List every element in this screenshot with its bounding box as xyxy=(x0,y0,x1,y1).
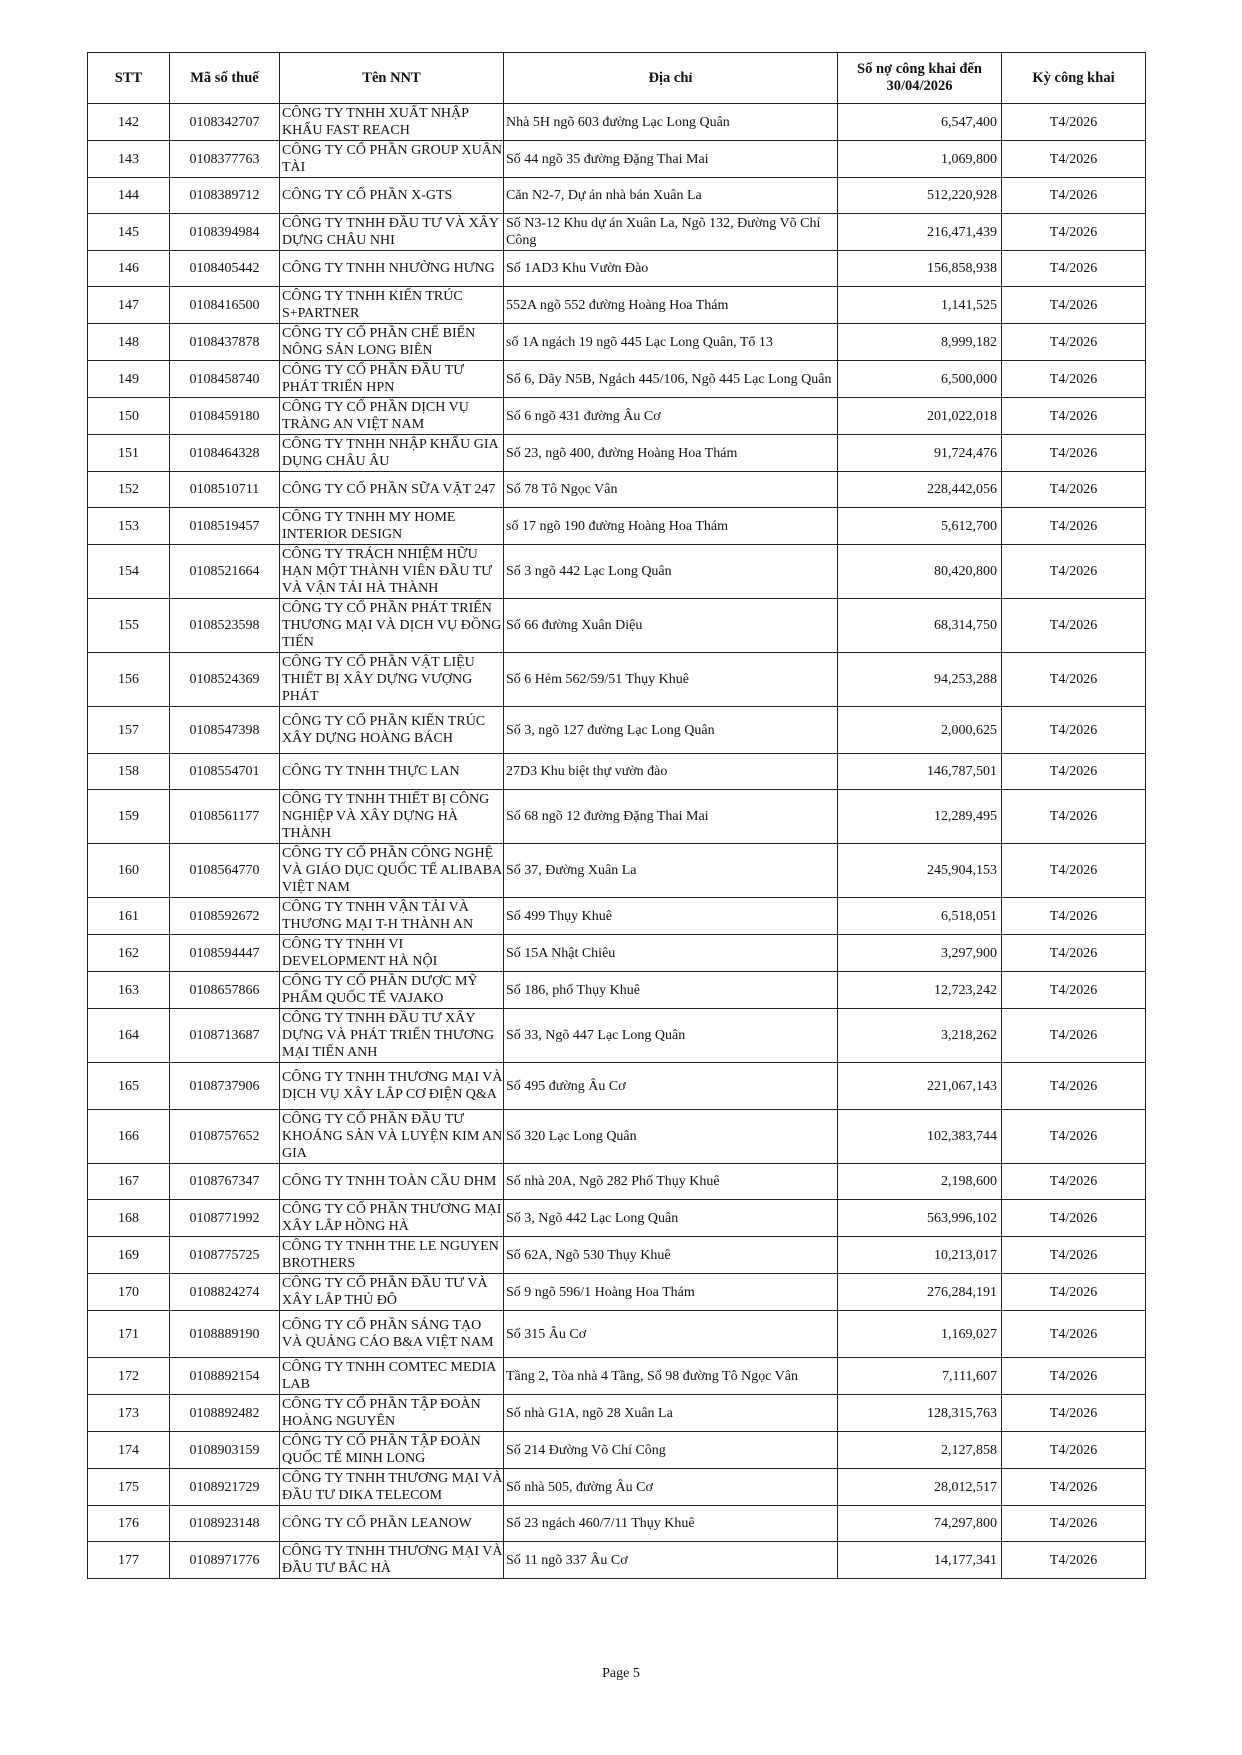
row-period: T4/2026 xyxy=(1002,1542,1146,1579)
row-period: T4/2026 xyxy=(1002,104,1146,141)
row-period: T4/2026 xyxy=(1002,508,1146,545)
row-tax-code: 0108713687 xyxy=(170,1009,280,1063)
page-number: Page 5 xyxy=(602,1666,640,1681)
row-taxpayer-name: CÔNG TY CỔ PHẦN DỊCH VỤ TRÀNG AN VIỆT NAM xyxy=(280,398,504,435)
row-taxpayer-name: CÔNG TY TNHH NHẬP KHẨU GIA DỤNG CHÂU ÂU xyxy=(280,435,504,472)
row-address: Số 11 ngõ 337 Âu Cơ xyxy=(504,1542,838,1579)
table-row xyxy=(88,1164,1146,1200)
row-tax-code: 0108767347 xyxy=(170,1164,280,1200)
row-debt-amount: 12,289,495 xyxy=(838,790,1002,844)
row-tax-code: 0108592672 xyxy=(170,898,280,935)
row-address: Số 3, Ngõ 442 Lạc Long Quân xyxy=(504,1200,838,1237)
debt-table xyxy=(87,52,1146,1579)
table-row xyxy=(88,1506,1146,1542)
row-debt-amount: 3,297,900 xyxy=(838,935,1002,972)
row-debt-amount: 276,284,191 xyxy=(838,1274,1002,1311)
row-debt-amount: 68,314,750 xyxy=(838,599,1002,653)
row-period: T4/2026 xyxy=(1002,287,1146,324)
row-debt-amount: 10,213,017 xyxy=(838,1237,1002,1274)
row-stt: 148 xyxy=(88,324,170,361)
row-taxpayer-name: CÔNG TY TNHH THƯƠNG MẠI VÀ ĐẦU TƯ BẮC HÀ xyxy=(280,1542,504,1579)
row-stt: 163 xyxy=(88,972,170,1009)
row-tax-code: 0108389712 xyxy=(170,178,280,214)
row-address: Số 3, ngõ 127 đường Lạc Long Quân xyxy=(504,707,838,754)
row-stt: 150 xyxy=(88,398,170,435)
row-debt-amount: 7,111,607 xyxy=(838,1358,1002,1395)
row-tax-code: 0108554701 xyxy=(170,754,280,790)
row-stt: 172 xyxy=(88,1358,170,1395)
row-tax-code: 0108892482 xyxy=(170,1395,280,1432)
row-period: T4/2026 xyxy=(1002,1237,1146,1274)
row-stt: 159 xyxy=(88,790,170,844)
row-stt: 157 xyxy=(88,707,170,754)
row-stt: 144 xyxy=(88,178,170,214)
row-address: Nhà 5H ngõ 603 đường Lạc Long Quân xyxy=(504,104,838,141)
row-taxpayer-name: CÔNG TY TNHH THIẾT BỊ CÔNG NGHIỆP VÀ XÂY DỰNG HÀ THÀNH xyxy=(280,790,504,844)
row-address: Số 33, Ngõ 447 Lạc Long Quân xyxy=(504,1009,838,1063)
row-stt: 146 xyxy=(88,251,170,287)
row-address: Số 6 Hẻm 562/59/51 Thụy Khuê xyxy=(504,653,838,707)
row-taxpayer-name: CÔNG TY CỔ PHẦN CHẾ BIẾN NÔNG SẢN LONG BIÊN xyxy=(280,324,504,361)
row-period: T4/2026 xyxy=(1002,1009,1146,1063)
row-address: số 1A ngách 19 ngõ 445 Lạc Long Quân, Tổ 13 xyxy=(504,324,838,361)
row-tax-code: 0108923148 xyxy=(170,1506,280,1542)
row-tax-code: 0108394984 xyxy=(170,214,280,251)
row-address: 27D3 Khu biệt thự vườn đào xyxy=(504,754,838,790)
row-address: Số 66 đường Xuân Diệu xyxy=(504,599,838,653)
row-stt: 169 xyxy=(88,1237,170,1274)
row-tax-code: 0108519457 xyxy=(170,508,280,545)
row-address: số 17 ngõ 190 đường Hoàng Hoa Thám xyxy=(504,508,838,545)
row-debt-amount: 8,999,182 xyxy=(838,324,1002,361)
row-debt-amount: 1,069,800 xyxy=(838,141,1002,178)
row-period: T4/2026 xyxy=(1002,1200,1146,1237)
row-taxpayer-name: CÔNG TY TNHH ĐẦU TƯ XÂY DỰNG VÀ PHÁT TRIỂN THƯƠNG MẠI TIẾN ANH xyxy=(280,1009,504,1063)
row-address: Số 23, ngõ 400, đường Hoàng Hoa Thám xyxy=(504,435,838,472)
row-tax-code: 0108510711 xyxy=(170,472,280,508)
table-row xyxy=(88,790,1146,844)
table-row xyxy=(88,324,1146,361)
header-tax-code: Mã số thuế xyxy=(170,53,280,104)
row-stt: 171 xyxy=(88,1311,170,1358)
row-period: T4/2026 xyxy=(1002,141,1146,178)
row-period: T4/2026 xyxy=(1002,1063,1146,1110)
row-debt-amount: 245,904,153 xyxy=(838,844,1002,898)
row-tax-code: 0108889190 xyxy=(170,1311,280,1358)
row-tax-code: 0108771992 xyxy=(170,1200,280,1237)
row-taxpayer-name: CÔNG TY CỔ PHẦN SÁNG TẠO VÀ QUẢNG CÁO B&A VIỆT NAM xyxy=(280,1311,504,1358)
row-address: Số 23 ngách 460/7/11 Thụy Khuê xyxy=(504,1506,838,1542)
row-debt-amount: 3,218,262 xyxy=(838,1009,1002,1063)
row-stt: 174 xyxy=(88,1432,170,1469)
table-row xyxy=(88,104,1146,141)
row-address: Số 37, Đường Xuân La xyxy=(504,844,838,898)
row-taxpayer-name: CÔNG TY CỔ PHẦN CÔNG NGHỆ VÀ GIÁO DỤC QUỐC TẾ ALIBABA VIỆT NAM xyxy=(280,844,504,898)
row-period: T4/2026 xyxy=(1002,361,1146,398)
row-debt-amount: 563,996,102 xyxy=(838,1200,1002,1237)
table-row xyxy=(88,1542,1146,1579)
row-tax-code: 0108437878 xyxy=(170,324,280,361)
row-period: T4/2026 xyxy=(1002,1164,1146,1200)
row-stt: 167 xyxy=(88,1164,170,1200)
row-stt: 170 xyxy=(88,1274,170,1311)
table-row xyxy=(88,1395,1146,1432)
table-row xyxy=(88,398,1146,435)
row-taxpayer-name: CÔNG TY TNHH THE LE NGUYEN BROTHERS xyxy=(280,1237,504,1274)
row-taxpayer-name: CÔNG TY CỔ PHẦN ĐẦU TƯ KHOÁNG SẢN VÀ LUYỆN KIM AN GIA xyxy=(280,1110,504,1164)
row-period: T4/2026 xyxy=(1002,972,1146,1009)
table-row xyxy=(88,1237,1146,1274)
table-row xyxy=(88,1274,1146,1311)
table-row xyxy=(88,435,1146,472)
row-address: Số nhà 20A, Ngõ 282 Phố Thụy Khuê xyxy=(504,1164,838,1200)
row-address: Căn N2-7, Dự án nhà bán Xuân La xyxy=(504,178,838,214)
row-debt-amount: 102,383,744 xyxy=(838,1110,1002,1164)
row-debt-amount: 94,253,288 xyxy=(838,653,1002,707)
table-row xyxy=(88,653,1146,707)
row-period: T4/2026 xyxy=(1002,545,1146,599)
row-period: T4/2026 xyxy=(1002,1110,1146,1164)
row-address: Số 9 ngõ 596/1 Hoàng Hoa Thám xyxy=(504,1274,838,1311)
row-stt: 149 xyxy=(88,361,170,398)
row-address: Số nhà 505, đường Âu Cơ xyxy=(504,1469,838,1506)
row-tax-code: 0108561177 xyxy=(170,790,280,844)
row-taxpayer-name: CÔNG TY TNHH ĐẦU TƯ VÀ XÂY DỰNG CHÂU NHI xyxy=(280,214,504,251)
row-debt-amount: 512,220,928 xyxy=(838,178,1002,214)
row-taxpayer-name: CÔNG TY CỔ PHẦN X-GTS xyxy=(280,178,504,214)
table-row xyxy=(88,472,1146,508)
table-row xyxy=(88,178,1146,214)
table-row xyxy=(88,1200,1146,1237)
row-taxpayer-name: CÔNG TY TNHH VẬN TẢI VÀ THƯƠNG MẠI T-H THÀNH AN xyxy=(280,898,504,935)
row-stt: 151 xyxy=(88,435,170,472)
row-tax-code: 0108737906 xyxy=(170,1063,280,1110)
table-row xyxy=(88,1358,1146,1395)
row-address: Số 68 ngõ 12 đường Đặng Thai Mai xyxy=(504,790,838,844)
row-debt-amount: 2,000,625 xyxy=(838,707,1002,754)
row-tax-code: 0108547398 xyxy=(170,707,280,754)
table-row xyxy=(88,1063,1146,1110)
row-address: Số 15A Nhật Chiêu xyxy=(504,935,838,972)
table-row xyxy=(88,1432,1146,1469)
table-header xyxy=(88,53,1146,104)
row-taxpayer-name: CÔNG TY CỔ PHẦN ĐẦU TƯ PHÁT TRIỂN HPN xyxy=(280,361,504,398)
table-row xyxy=(88,287,1146,324)
row-debt-amount: 216,471,439 xyxy=(838,214,1002,251)
row-debt-amount: 6,547,400 xyxy=(838,104,1002,141)
row-address: Số 499 Thụy Khuê xyxy=(504,898,838,935)
row-taxpayer-name: CÔNG TY CỔ PHẦN GROUP XUÂN TÀI xyxy=(280,141,504,178)
row-taxpayer-name: CÔNG TY TNHH NHƯỜNG HƯNG xyxy=(280,251,504,287)
row-debt-amount: 146,787,501 xyxy=(838,754,1002,790)
row-stt: 162 xyxy=(88,935,170,972)
row-debt-amount: 91,724,476 xyxy=(838,435,1002,472)
row-taxpayer-name: CÔNG TY TNHH XUẤT NHẬP KHẨU FAST REACH xyxy=(280,104,504,141)
row-tax-code: 0108342707 xyxy=(170,104,280,141)
row-address: Số 214 Đường Võ Chí Công xyxy=(504,1432,838,1469)
header-address: Địa chỉ xyxy=(504,53,838,104)
row-stt: 168 xyxy=(88,1200,170,1237)
row-stt: 160 xyxy=(88,844,170,898)
row-taxpayer-name: CÔNG TY TNHH THƯƠNG MẠI VÀ ĐẦU TƯ DIKA TELECOM xyxy=(280,1469,504,1506)
row-stt: 154 xyxy=(88,545,170,599)
row-stt: 173 xyxy=(88,1395,170,1432)
row-debt-amount: 1,169,027 xyxy=(838,1311,1002,1358)
row-period: T4/2026 xyxy=(1002,898,1146,935)
row-debt-amount: 12,723,242 xyxy=(838,972,1002,1009)
table-row xyxy=(88,214,1146,251)
row-tax-code: 0108892154 xyxy=(170,1358,280,1395)
row-address: Số 1AD3 Khu Vườn Đào xyxy=(504,251,838,287)
row-stt: 165 xyxy=(88,1063,170,1110)
header-debt-amount: Số nợ công khai đến 30/04/2026 xyxy=(838,53,1002,104)
row-period: T4/2026 xyxy=(1002,844,1146,898)
row-debt-amount: 156,858,938 xyxy=(838,251,1002,287)
row-period: T4/2026 xyxy=(1002,214,1146,251)
row-taxpayer-name: CÔNG TY CỔ PHẦN PHÁT TRIỂN THƯƠNG MẠI VÀ DỊCH VỤ ĐỒNG TIẾN xyxy=(280,599,504,653)
row-taxpayer-name: CÔNG TY CỔ PHẦN THƯƠNG MẠI XÂY LẮP HỒNG HÀ xyxy=(280,1200,504,1237)
row-debt-amount: 74,297,800 xyxy=(838,1506,1002,1542)
row-stt: 177 xyxy=(88,1542,170,1579)
row-period: T4/2026 xyxy=(1002,790,1146,844)
row-address: Số 186, phố Thụy Khuê xyxy=(504,972,838,1009)
row-period: T4/2026 xyxy=(1002,1469,1146,1506)
row-address: Số 495 đường Âu Cơ xyxy=(504,1063,838,1110)
row-taxpayer-name: CÔNG TY TNHH THƯƠNG MẠI VÀ DỊCH VỤ XÂY LẮP CƠ ĐIỆN Q&A xyxy=(280,1063,504,1110)
row-address: Số 78 Tô Ngọc Vân xyxy=(504,472,838,508)
row-tax-code: 0108594447 xyxy=(170,935,280,972)
row-address: Số 44 ngõ 35 đường Đặng Thai Mai xyxy=(504,141,838,178)
row-taxpayer-name: CÔNG TY TNHH VI DEVELOPMENT HÀ NỘI xyxy=(280,935,504,972)
table-row xyxy=(88,707,1146,754)
row-debt-amount: 28,012,517 xyxy=(838,1469,1002,1506)
row-debt-amount: 6,500,000 xyxy=(838,361,1002,398)
table-row xyxy=(88,844,1146,898)
row-stt: 143 xyxy=(88,141,170,178)
row-period: T4/2026 xyxy=(1002,472,1146,508)
row-taxpayer-name: CÔNG TY CỔ PHẦN TẬP ĐOÀN HOÀNG NGUYÊN xyxy=(280,1395,504,1432)
row-stt: 175 xyxy=(88,1469,170,1506)
row-debt-amount: 2,198,600 xyxy=(838,1164,1002,1200)
row-period: T4/2026 xyxy=(1002,1506,1146,1542)
row-period: T4/2026 xyxy=(1002,935,1146,972)
header-period: Kỳ công khai xyxy=(1002,53,1146,104)
row-period: T4/2026 xyxy=(1002,1311,1146,1358)
table-row xyxy=(88,1009,1146,1063)
row-tax-code: 0108405442 xyxy=(170,251,280,287)
row-debt-amount: 5,612,700 xyxy=(838,508,1002,545)
row-taxpayer-name: CÔNG TY TNHH TOÀN CẦU DHM xyxy=(280,1164,504,1200)
row-debt-amount: 128,315,763 xyxy=(838,1395,1002,1432)
row-tax-code: 0108521664 xyxy=(170,545,280,599)
row-taxpayer-name: CÔNG TY TNHH COMTEC MEDIA LAB xyxy=(280,1358,504,1395)
row-address: Số N3-12 Khu dự án Xuân La, Ngõ 132, Đường Võ Chí Công xyxy=(504,214,838,251)
row-tax-code: 0108824274 xyxy=(170,1274,280,1311)
row-tax-code: 0108416500 xyxy=(170,287,280,324)
row-tax-code: 0108377763 xyxy=(170,141,280,178)
row-stt: 147 xyxy=(88,287,170,324)
row-taxpayer-name: CÔNG TY TNHH THỰC LAN xyxy=(280,754,504,790)
row-debt-amount: 6,518,051 xyxy=(838,898,1002,935)
table-row xyxy=(88,972,1146,1009)
row-debt-amount: 80,420,800 xyxy=(838,545,1002,599)
row-stt: 158 xyxy=(88,754,170,790)
row-taxpayer-name: CÔNG TY TNHH MY HOME INTERIOR DESIGN xyxy=(280,508,504,545)
table-row xyxy=(88,898,1146,935)
row-tax-code: 0108524369 xyxy=(170,653,280,707)
table-row xyxy=(88,1311,1146,1358)
row-tax-code: 0108903159 xyxy=(170,1432,280,1469)
row-period: T4/2026 xyxy=(1002,754,1146,790)
row-taxpayer-name: CÔNG TY CỔ PHẦN ĐẦU TƯ VÀ XÂY LẮP THỦ ĐÔ xyxy=(280,1274,504,1311)
table-row xyxy=(88,251,1146,287)
row-taxpayer-name: CÔNG TY CỔ PHẦN LEANOW xyxy=(280,1506,504,1542)
table-row xyxy=(88,545,1146,599)
row-tax-code: 0108464328 xyxy=(170,435,280,472)
header-taxpayer-name: Tên NNT xyxy=(280,53,504,104)
row-taxpayer-name: CÔNG TY CỔ PHẦN VẬT LIỆU THIẾT BỊ XÂY DỰNG VƯỢNG PHÁT xyxy=(280,653,504,707)
table-row xyxy=(88,935,1146,972)
row-stt: 153 xyxy=(88,508,170,545)
row-debt-amount: 14,177,341 xyxy=(838,1542,1002,1579)
header-row xyxy=(88,53,1146,104)
row-address: Số 315 Âu Cơ xyxy=(504,1311,838,1358)
row-period: T4/2026 xyxy=(1002,707,1146,754)
row-tax-code: 0108775725 xyxy=(170,1237,280,1274)
row-taxpayer-name: CÔNG TY TRÁCH NHIỆM HỮU HẠN MỘT THÀNH VIÊN ĐẦU TƯ VÀ VẬN TẢI HÀ THÀNH xyxy=(280,545,504,599)
row-taxpayer-name: CÔNG TY CỔ PHẦN KIẾN TRÚC XÂY DỰNG HOÀNG BÁCH xyxy=(280,707,504,754)
row-stt: 166 xyxy=(88,1110,170,1164)
row-period: T4/2026 xyxy=(1002,1274,1146,1311)
row-taxpayer-name: CÔNG TY CỔ PHẦN SỮA VẶT 247 xyxy=(280,472,504,508)
row-tax-code: 0108971776 xyxy=(170,1542,280,1579)
header-stt: STT xyxy=(88,53,170,104)
row-period: T4/2026 xyxy=(1002,1432,1146,1469)
row-tax-code: 0108459180 xyxy=(170,398,280,435)
row-period: T4/2026 xyxy=(1002,435,1146,472)
row-period: T4/2026 xyxy=(1002,398,1146,435)
row-tax-code: 0108564770 xyxy=(170,844,280,898)
row-stt: 145 xyxy=(88,214,170,251)
row-debt-amount: 2,127,858 xyxy=(838,1432,1002,1469)
row-address: Số 6 ngõ 431 đường Âu Cơ xyxy=(504,398,838,435)
row-period: T4/2026 xyxy=(1002,178,1146,214)
row-stt: 176 xyxy=(88,1506,170,1542)
table-row xyxy=(88,1469,1146,1506)
row-address: Số 62A, Ngõ 530 Thụy Khuê xyxy=(504,1237,838,1274)
row-taxpayer-name: CÔNG TY CỔ PHẦN DƯỢC MỸ PHẨM QUỐC TẾ VAJAKO xyxy=(280,972,504,1009)
row-period: T4/2026 xyxy=(1002,251,1146,287)
row-period: T4/2026 xyxy=(1002,653,1146,707)
row-taxpayer-name: CÔNG TY TNHH KIẾN TRÚC S+PARTNER xyxy=(280,287,504,324)
row-tax-code: 0108458740 xyxy=(170,361,280,398)
row-stt: 142 xyxy=(88,104,170,141)
row-stt: 164 xyxy=(88,1009,170,1063)
row-period: T4/2026 xyxy=(1002,324,1146,361)
row-address: Số nhà G1A, ngõ 28 Xuân La xyxy=(504,1395,838,1432)
table-row xyxy=(88,508,1146,545)
row-stt: 152 xyxy=(88,472,170,508)
row-stt: 161 xyxy=(88,898,170,935)
row-address: Tầng 2, Tòa nhà 4 Tầng, Số 98 đường Tô Ngọc Vân xyxy=(504,1358,838,1395)
table-row xyxy=(88,361,1146,398)
row-debt-amount: 228,442,056 xyxy=(838,472,1002,508)
row-address: 552A ngõ 552 đường Hoàng Hoa Thám xyxy=(504,287,838,324)
row-period: T4/2026 xyxy=(1002,599,1146,653)
table-row xyxy=(88,141,1146,178)
row-tax-code: 0108523598 xyxy=(170,599,280,653)
row-address: Số 3 ngõ 442 Lạc Long Quân xyxy=(504,545,838,599)
row-debt-amount: 201,022,018 xyxy=(838,398,1002,435)
row-period: T4/2026 xyxy=(1002,1395,1146,1432)
row-address: Số 320 Lạc Long Quân xyxy=(504,1110,838,1164)
row-stt: 155 xyxy=(88,599,170,653)
row-debt-amount: 221,067,143 xyxy=(838,1063,1002,1110)
table-row xyxy=(88,1110,1146,1164)
row-debt-amount: 1,141,525 xyxy=(838,287,1002,324)
table-row xyxy=(88,754,1146,790)
row-period: T4/2026 xyxy=(1002,1358,1146,1395)
table-body xyxy=(88,104,1146,1579)
table-row xyxy=(88,599,1146,653)
row-address: Số 6, Dãy N5B, Ngách 445/106, Ngõ 445 Lạc Long Quân xyxy=(504,361,838,398)
row-tax-code: 0108657866 xyxy=(170,972,280,1009)
row-stt: 156 xyxy=(88,653,170,707)
row-taxpayer-name: CÔNG TY CỔ PHẦN TẬP ĐOÀN QUỐC TẾ MINH LONG xyxy=(280,1432,504,1469)
row-tax-code: 0108921729 xyxy=(170,1469,280,1506)
row-tax-code: 0108757652 xyxy=(170,1110,280,1164)
